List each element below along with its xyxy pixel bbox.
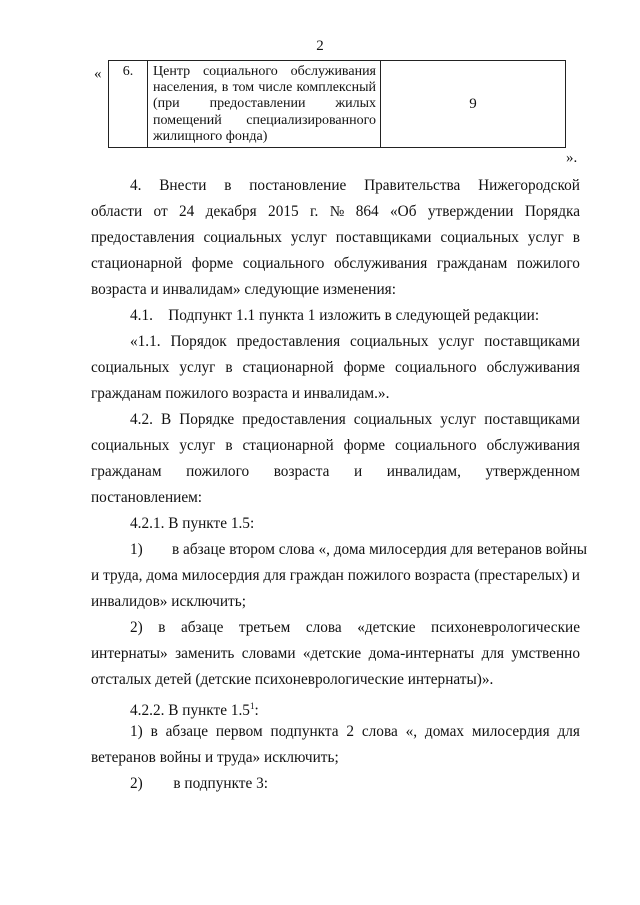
paragraph-line: возраста и инвалидам» следующие изменения:	[91, 281, 396, 298]
paragraph-line: гражданам пожилого возраста и инвалидам, утвержденном	[91, 463, 580, 480]
footnote-superscript: 1	[249, 701, 255, 711]
paragraph-line: 2) в подпункте 3:	[130, 775, 269, 792]
paragraph-line: 1) в абзаце втором слова «, дома милосердия для ветеранов войны	[130, 541, 588, 558]
paragraph-line: 4.2. В Порядке предоставления социальных услуг поставщиками	[130, 411, 580, 428]
row-number: 6.	[109, 61, 148, 148]
paragraph-line: 2) в абзаце третьем слова «детские психоневрологические	[130, 619, 580, 636]
paragraph-line: постановлением:	[91, 489, 203, 506]
paragraph-line: ветеранов войны и труда» исключить;	[91, 749, 339, 766]
paragraph-line: и труда, дома милосердия для граждан пожилого возраста (престарелых) и	[91, 567, 580, 584]
paragraph-line: 4.2.1. В пункте 1.5:	[130, 515, 255, 532]
table-row	[109, 61, 566, 148]
paragraph-line: социальных услуг в стационарной форме социального обслуживания	[91, 359, 580, 376]
row-description-text: Центр социального обслуживания населения, в том числе комплексный (при предоставлении жилых помещений специализированного жилищного фонда)	[153, 64, 376, 144]
paragraph-line: 4. Внести в постановление Правительства Нижегородской	[130, 177, 580, 194]
row-description	[148, 61, 381, 148]
paragraph-line: 1) в абзаце первом подпункта 2 слова «, домах милосердия для	[130, 723, 580, 740]
paragraph-line: социальных услуг в стационарной форме социального обслуживания	[91, 437, 580, 454]
table-close-quote: ».	[566, 150, 578, 166]
paragraph-line: стационарной форме социального обслуживания гражданам пожилого	[91, 255, 580, 272]
paragraph-line: гражданам пожилого возраста и инвалидам.».	[91, 385, 390, 402]
paragraph-line: 4.1. Подпункт 1.1 пункта 1 изложить в следующей редакции:	[130, 307, 540, 324]
paragraph-line: отсталых детей (детские психоневрологические интернаты)».	[91, 671, 494, 688]
paragraph-line: области от 24 декабря 2015 г. № 864 «Об утверждении Порядка	[91, 203, 580, 220]
facility-table	[108, 60, 566, 148]
page-number: 2	[316, 38, 324, 54]
paragraph-line: 4.2.2. В пункте $1.5^1$:	[130, 701, 259, 720]
table-open-quote: «	[94, 66, 102, 82]
paragraph-line: предоставления социальных услуг поставщиками социальных услуг в	[91, 229, 580, 246]
paragraph-line: «1.1. Порядок предоставления социальных услуг поставщиками	[130, 333, 580, 350]
paragraph-line: инвалидов» исключить;	[91, 593, 246, 610]
row-value: 9	[381, 61, 566, 148]
paragraph-line: интернаты» заменить словами «детские дома-интернаты для умственно	[91, 645, 580, 662]
